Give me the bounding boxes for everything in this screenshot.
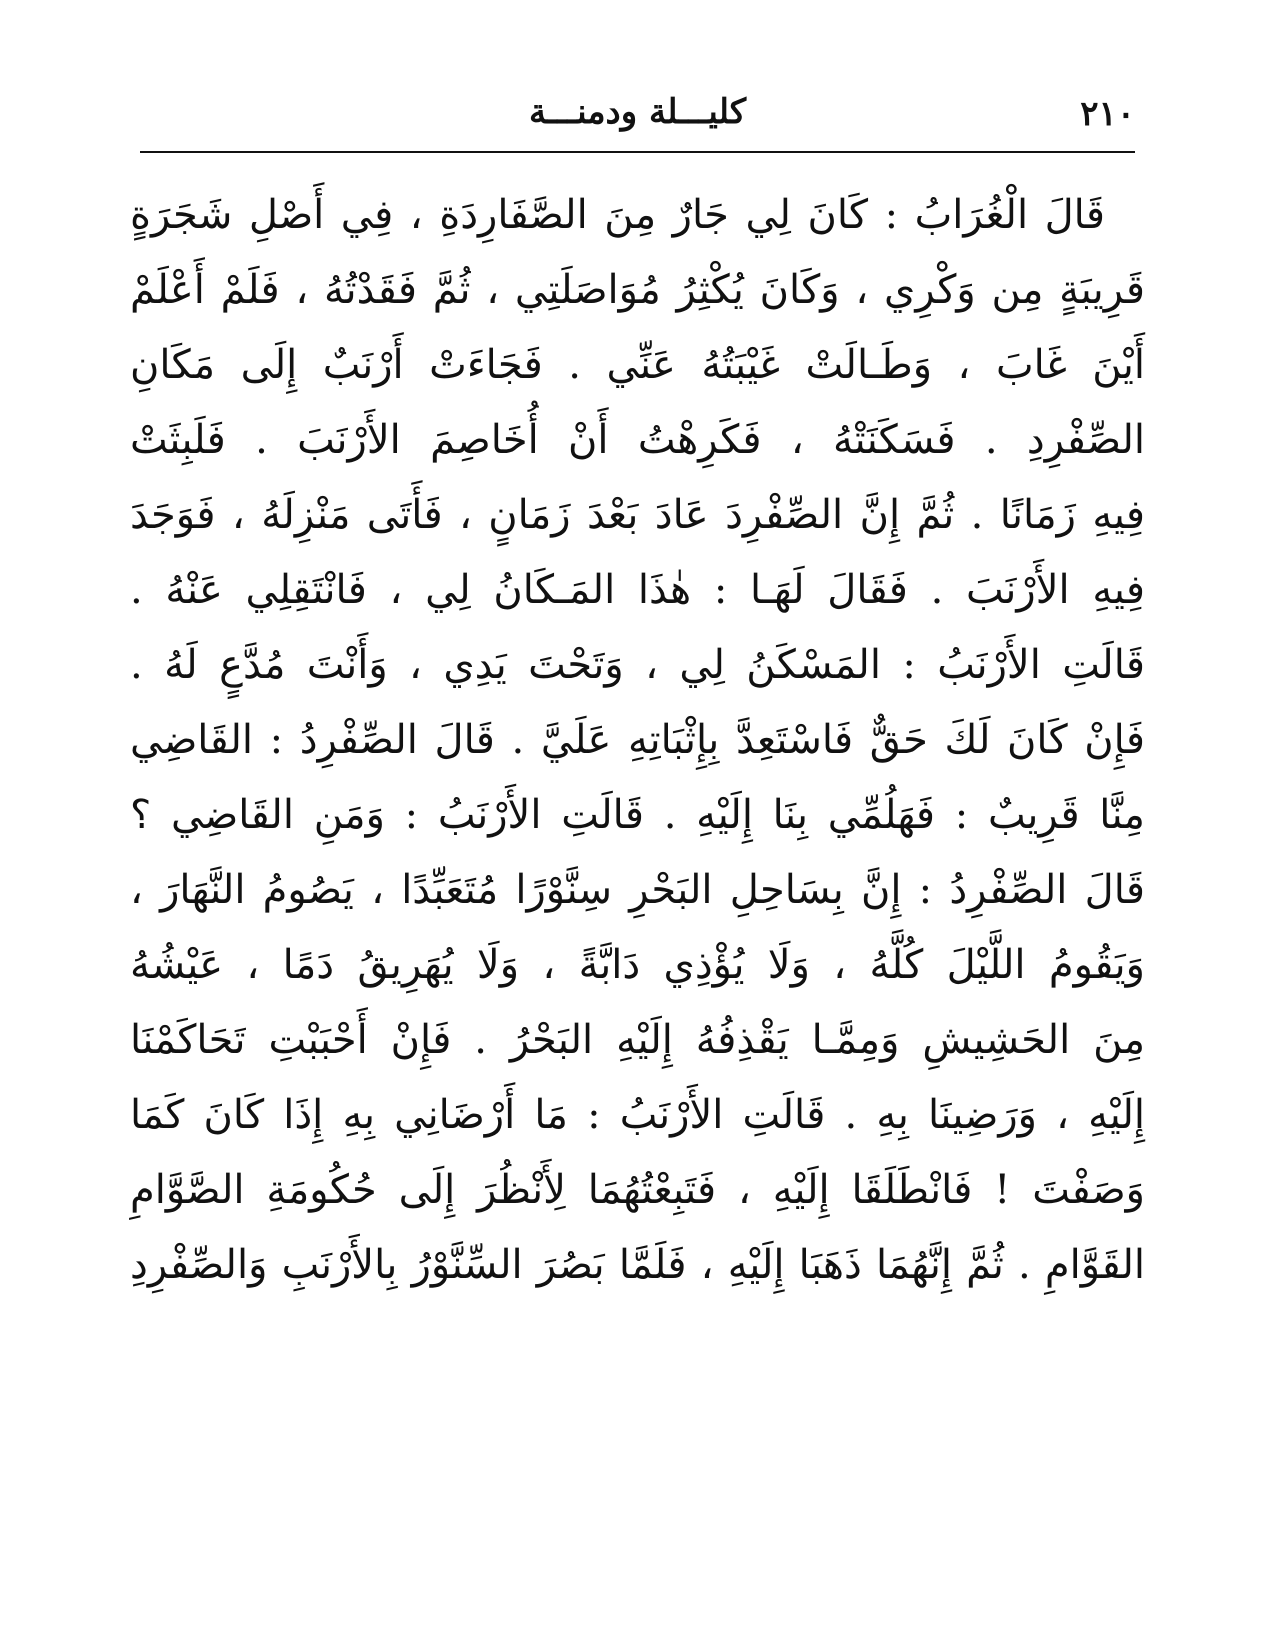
text-line: إِلَيْهِ ، وَرَضِينَا بِهِ . قَالَتِ الأَرْنَبُ : مَا أَرْضَانِي بِهِ إِذَا كَانَ كَمَا [130,1092,1145,1138]
text-line: فِيهِ زَمَانًا . ثُمَّ إِنَّ الصِّفْرِدَ عَادَ بَعْدَ زَمَانٍ ، فَأَتَى مَنْزِلَهُ ، فَوَجَدَ [130,492,1145,538]
text-line: أَيْنَ غَابَ ، وَطَـالَتْ غَيْبَتُهُ عَنِّي . فَجَاءَتْ أَرْنَبٌ إِلَى مَكَانِ [130,342,1145,388]
text-line: مِنَ الحَشِيشِ وَمِمَّـا يَقْذِفُهُ إِلَيْهِ البَحْرُ . فَإِنْ أَحْبَبْتِ تَحَاكَمْنَا [130,1017,1145,1063]
text-line: الصِّفْرِدِ . فَسَكَنَتْهُ ، فَكَرِهْتُ أَنْ أُخَاصِمَ الأَرْنَبَ . فَلَبِثَتْ [130,417,1145,463]
page-number: ٢١٠ [1080,94,1135,134]
header-rule [140,151,1135,153]
text-line: قَالَ الْغُرَابُ : كَانَ لِي جَارٌ مِنَ الصَّفَارِدَةِ ، فِي أَصْلِ شَجَرَةٍ [130,192,1105,238]
text-line: قَالَتِ الأَرْنَبُ : المَسْكَنُ لِي ، وَتَحْتَ يَدِي ، وَأَنْتَ مُدَّعٍ لَهُ . [130,642,1145,688]
text-line: فِيهِ الأَرْنَبَ . فَقَالَ لَهَـا : هٰذَا المَـكَانُ لِي ، فَانْتَقِلِي عَنْهُ . [130,567,1145,613]
text-line: وَصَفْتَ ! فَانْطَلَقَا إِلَيْهِ ، فَتَبِعْتُهُمَا لِأَنْظُرَ إِلَى حُكُومَةِ الصَّوَّامِ [130,1167,1145,1213]
text-line: قَرِيبَةٍ مِن وَكْرِي ، وَكَانَ يُكْثِرُ مُوَاصَلَتِي ، ثُمَّ فَقَدْتُهُ ، فَلَمْ أَعْلَمْ [130,267,1145,313]
text-line: قَالَ الصِّفْرِدُ : إِنَّ بِسَاحِلِ البَحْرِ سِنَّوْرًا مُتَعَبِّدًا ، يَصُومُ النَّهَارَ ، [130,867,1145,913]
body-text [130,178,1145,1303]
page-header [140,88,1135,148]
text-line: القَوَّامِ . ثُمَّ إِنَّهُمَا ذَهَبَا إِلَيْهِ ، فَلَمَّا بَصُرَ السِّنَّوْرُ بِالأَرْنَبِ وَالصِّفْرِدِ [130,1242,1145,1288]
text-line: وَيَقُومُ اللَّيْلَ كُلَّهُ ، وَلَا يُؤْذِي دَابَّةً ، وَلَا يُهَرِيقُ دَمًا ، عَيْشُهُ [130,942,1145,988]
text-line: مِنَّا قَرِيبٌ : فَهَلُمِّي بِنَا إِلَيْهِ . قَالَتِ الأَرْنَبُ : وَمَنِ القَاضِي ؟ [130,792,1145,838]
text-line: فَإِنْ كَانَ لَكَ حَقٌّ فَاسْتَعِدَّ بِإِثْبَاتِهِ عَلَيَّ . قَالَ الصِّفْرِدُ : القَاضِي [130,717,1145,763]
running-title: كليـــلة ودمنـــة [528,92,747,132]
